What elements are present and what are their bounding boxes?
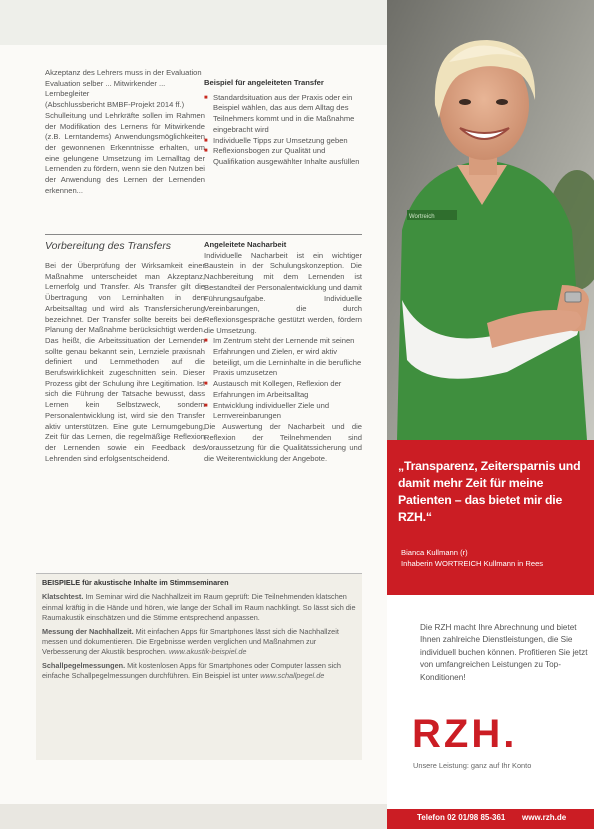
angeleitet-bullet: ■ Entwicklung individueller Ziele und Lernvereinbarungen [204, 401, 362, 422]
examples-content [42, 578, 356, 682]
website-link[interactable]: www.rzh.de [522, 813, 567, 822]
testimonial-signature [401, 547, 543, 569]
testimonial-quote: „Transparenz, Zeitersparnis und damit mehr Zeit für meine Patienten – das bietet mir die RZH.“ [398, 459, 581, 524]
quote-box [387, 440, 594, 595]
portrait-photo [387, 0, 594, 440]
section-divider [45, 234, 362, 235]
example-text: Mit kostenlosen Apps für Smartphones oder Computer lassen sich einfache Schallpegelmessungen durchführen. Ein Beispiel ist unter [42, 660, 341, 681]
phone-number[interactable]: Telefon 02 01/98 85-361 [417, 813, 506, 822]
signature-name: Bianca Kullmann (r) [401, 548, 468, 557]
example-bullet: ■ Standardsituation aus der Praxis oder ein Beispiel wählen, das aus dem Alltag des Teilnehmers kommt und in die Maßnahme eingebracht wird [204, 93, 362, 136]
example-label: Messung der Nachhallzeit. [42, 626, 134, 636]
signature-title: Inhaberin WORTREICH Kullmann in Rees [401, 559, 544, 568]
ad-contact-bar [387, 809, 594, 829]
example-text: Im Seminar wird die Nachhallzeit im Raum geprüft: Die Teilnehmenden klatschen einmal kräftig in die Hände und hören, wie lange der Schall im Raum nachklingt. So lässt sich die Raumakustik einschätzen und die Stimme entsprechend anpassen. [42, 592, 356, 623]
rzh-logo[interactable] [412, 712, 517, 757]
angeleitet-text-2: Die Auswertung der Nacharbeit und die Reflexion der Teilnehmenden sind Voraussetzung für die Qualitätssicherung und die Weiterentwicklung der Angebote. [204, 421, 362, 464]
transfer-example [204, 78, 362, 168]
column-a-top [45, 68, 205, 196]
vorbereitung-text: Bei der Überprüfung der Wirksamkeit einer Maßnahme unterscheidet man Akzeptanz, Lernerfolg und Transfer. Als Transfer gilt die Übertragung von Lerninhalten in den Arbeitsalltag und wird als Transfersicherung bezeichnet. Der Transfer sollte bereits bei der Planung der Maßnahme berücksichtigt werden. Das heißt, die Arbeitssituation der Lernenden sollte genau bekannt sein, Lernziele praxisnah definiert und Lernmethoden auf die Berufswirklichkeit zugeschnitten sein. Dieser Prozess gibt der Schulung ihre Legitimation. Ist sich die Führung der Tatsache bewusst, dass Lernen kein Selbstzweck, sondern Personalentwicklung ist, wird sie den Transfer aktiv unterstützen. Eine gute Lernumgebung, Zeit für das Lernen, die regelmäßige Reflexion der Lernenden sowie ein Feedback des Lehrenden sind erfolgsentscheidend. [45, 261, 205, 463]
logo-text: RZH. [412, 712, 518, 756]
example-text: Mit einfachen Apps für Smartphones lässt sich die Nachhallzeit messen und dokumentieren. Die Ergebnisse werden verglichen und Maßnahmen zur Verbesserung der Akustik besprochen. [42, 626, 339, 657]
examples-box [36, 573, 362, 760]
text-line: Evaluation selber ... Mitwirkender ... Lernbegleiter [45, 78, 166, 99]
text-line: Akzeptanz des Lehrers muss in der Evaluation [45, 68, 202, 77]
text-line: (Abschlussbericht BMBF-Projekt 2014 ff.) [45, 100, 185, 110]
example-label: Klatschtest. [42, 592, 84, 602]
example-link[interactable]: www.schallpegel.de [260, 671, 325, 681]
examples-heading: BEISPIELE für akustische Inhalte im Stimmseminaren [42, 578, 229, 587]
example-heading: Beispiel für angeleiteten Transfer [204, 78, 324, 87]
angeleitet-section [204, 240, 362, 465]
example-label: Schallpegelmessungen. [42, 660, 126, 670]
angeleitet-bullet: ■ Im Zentrum steht der Lernende mit seinen Erfahrungen und Zielen, er wird aktiv beteiligt, um die Lerninhalte in die berufliche Praxis umzusetzen [204, 336, 362, 379]
woman-portrait-illustration [387, 0, 594, 440]
angeleitet-bullet: ■ Austausch mit Kollegen, Reflexion der Erfahrungen im Arbeitsalltag [204, 379, 362, 400]
example-bullet: ■ Individuelle Tipps zur Umsetzung geben [204, 136, 362, 147]
rzh-advertisement [387, 0, 594, 829]
ad-tagline: Unsere Leistung: ganz auf Ihr Konto [413, 761, 532, 770]
paragraph: Schulleitung und Lehrkräfte sollen im Rahmen der Modifikation des Lernens für Mitwirkende (z.B. Lerntandems) Anwendungsmöglichkeiten der gewonnenen Erkenntnisse erhalten, um eine gelungene Umsetzung im Lernalltag der Lernenden zu fördern, wenn sie den Nutzen bei der Anwendung des Lernen der Lernenden erkennen... [45, 110, 205, 195]
page-footer-band [0, 804, 387, 829]
angeleitet-text: Individuelle Nacharbeit ist ein wichtiger Baustein in der Schulungskonzeption. Die Nachbereitung mit dem Lernenden ist Bestandteil der Personalentwicklung und damit Führungsaufgabe. Individuelle Vereinbarungen, die durch Reflexionsgespräche gestützt werden, fördern die Umsetzung. [204, 250, 362, 335]
page-top-band [0, 0, 387, 45]
example-link[interactable]: www.akustik-beispiel.de [168, 647, 247, 657]
ad-body-text: Die RZH macht Ihre Abrechnung und bietet Ihnen zahlreiche Dienstleistungen, die Sie individuell buchen können. Profitieren Sie jetzt von umfangreichen Leistungen zu Top-Konditionen! [420, 623, 588, 682]
angeleitet-heading: Angeleitete Nacharbeit [204, 240, 287, 249]
section-heading-vorbereitung: Vorbereitung des Transfers [45, 240, 172, 252]
example-bullet: ■ Reflexionsbogen zur Qualität und Qualifikation ausgewählter Inhalte ausfüllen [204, 146, 362, 167]
shirt-logo: Wortreich [409, 214, 435, 220]
